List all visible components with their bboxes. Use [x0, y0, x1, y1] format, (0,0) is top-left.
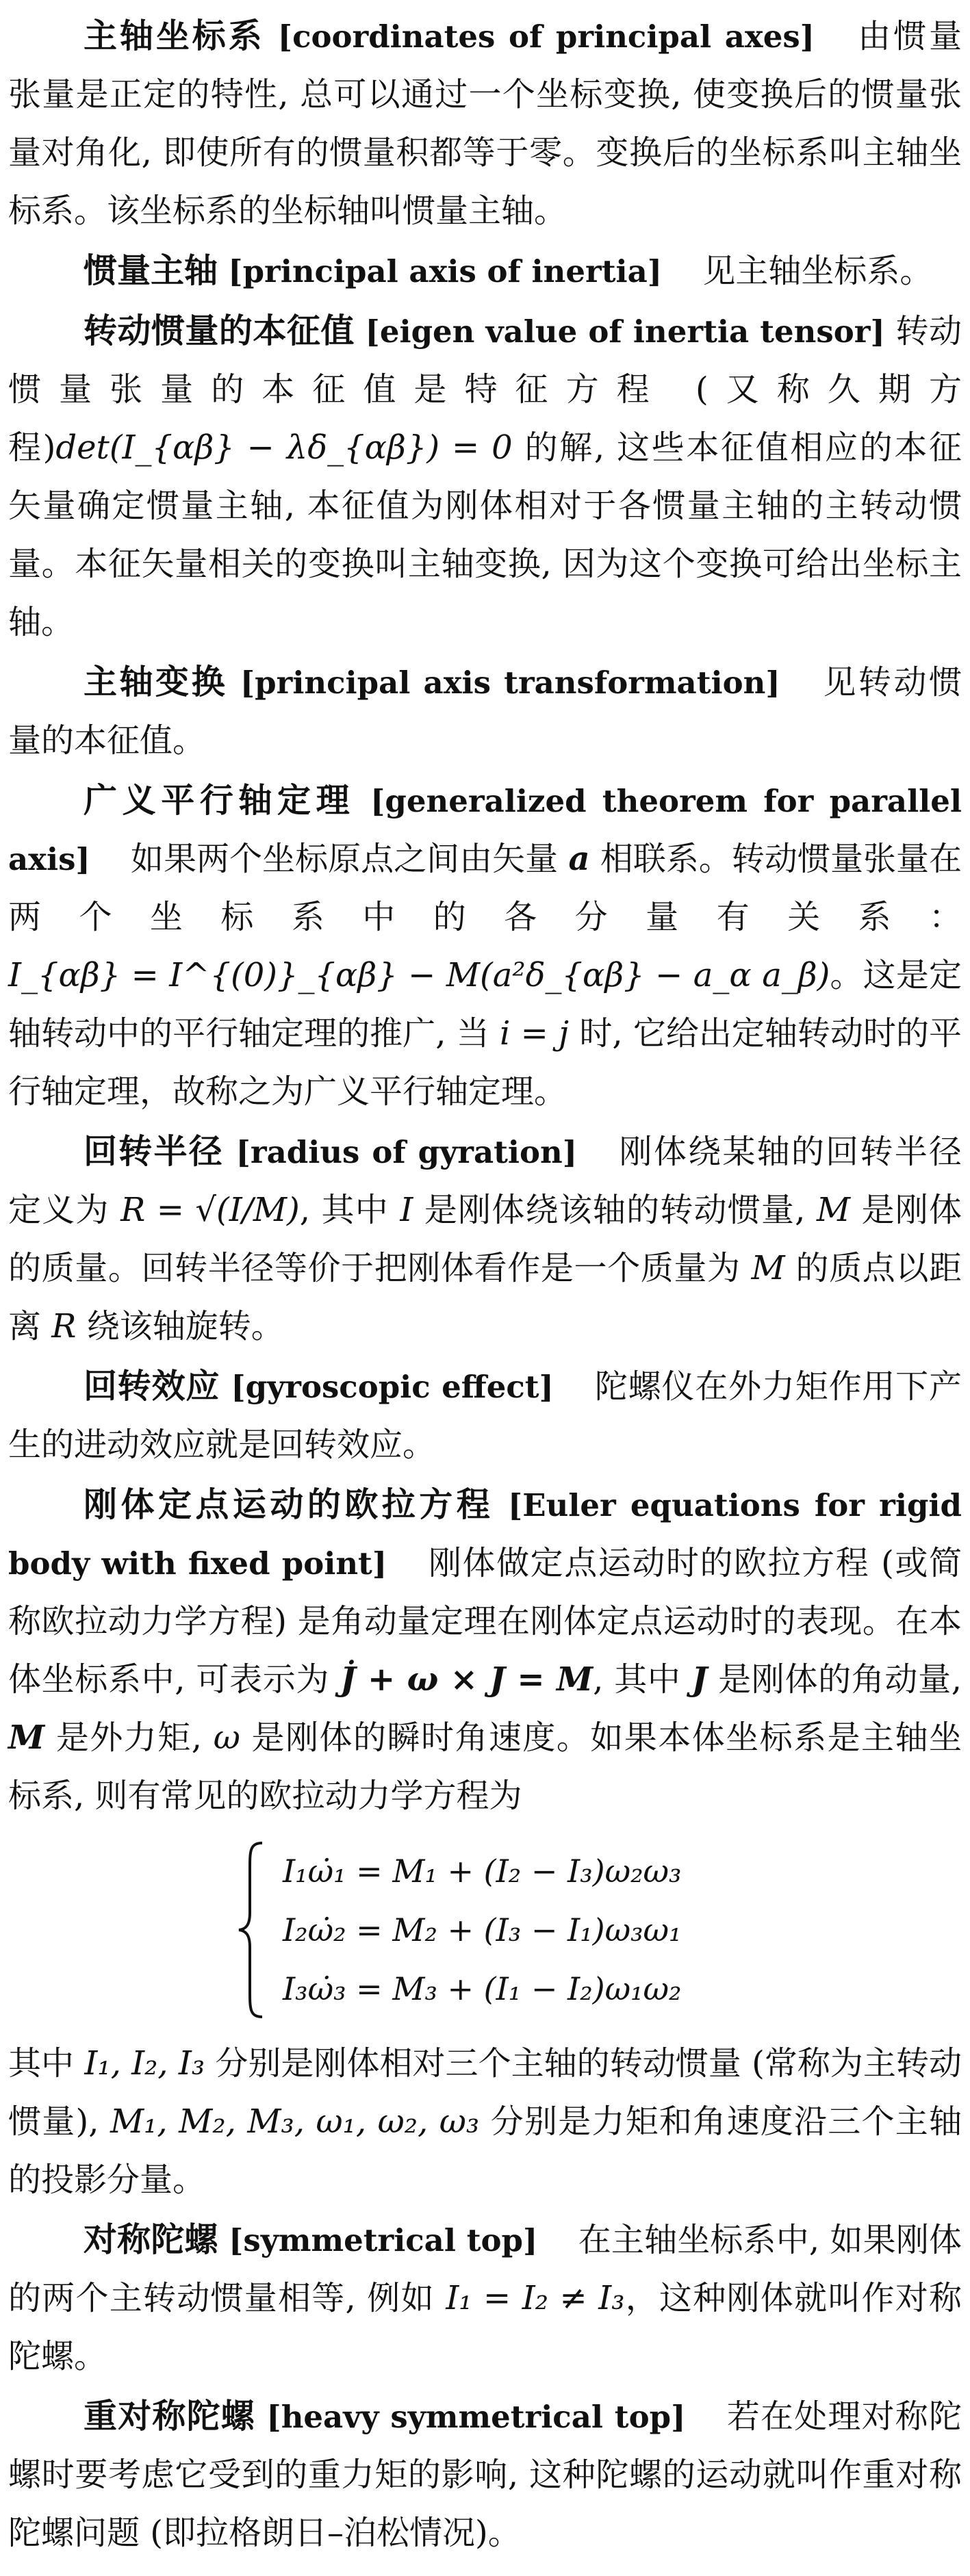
entry-text: 的解, 这些本征值相应的本征矢量确定惯量主轴, 本征值为刚体相对于各惯量主轴的主转动惯量。本征矢量相关的变换叫主轴变换, 因为这个变换可给出坐标主轴。 [8, 428, 962, 641]
entry-text: 见转动惯量的本征值。 [8, 663, 962, 760]
math-symbol: R [51, 1307, 77, 1345]
entry-term: 广义平行轴定理 [84, 781, 355, 820]
entry-english: [symmetrical top] [229, 2222, 538, 2258]
entry-english: [heavy symmetrical top] [266, 2399, 686, 2435]
entry-term: 主轴变换 [84, 662, 228, 701]
entry-text: , 其中 [299, 1191, 389, 1229]
entry-text: 是外力矩, [55, 1718, 203, 1757]
math-expression: J̇ + ω × J = M [340, 1660, 594, 1699]
entry-text: 其中 [8, 2044, 75, 2083]
entry-english: [radius of gyration] [235, 1134, 578, 1170]
entry-text: 分别是力矩和角速度沿三个主轴的投影分量。 [8, 2102, 962, 2199]
entry-text: 转动惯量张量的本征值是特征方程 (又称久期方程) [8, 312, 962, 467]
entry-english: [Euler equations for rigid body with fixed point] [8, 1487, 962, 1582]
entry-text: 时, 它给出定轴转动时的平行轴定理，故称之为广义平行轴定理。 [8, 1014, 962, 1111]
entry-radius-gyration [8, 1122, 962, 1356]
math-symbol: ω [213, 1718, 240, 1757]
entry-text: 是刚体的角动量, [718, 1660, 962, 1699]
euler-equation-line: I₂ω̇₂ = M₂ + (I₃ − I₁)ω₃ω₁ [283, 1911, 682, 1948]
entry-text: 刚体做定点运动时的欧拉方程 (或简称欧拉动力学方程) 是角动量定理在刚体定点运动时的表现。在本体坐标系中, 可表示为 [8, 1544, 962, 1699]
entry-english: [generalized theorem for parallel axis] [8, 783, 962, 877]
entry-term: 回转效应 [84, 1367, 220, 1406]
entry-eigenvalue [8, 302, 962, 652]
euler-explanation [8, 2035, 962, 2209]
entry-english: [gyroscopic effect] [231, 1369, 554, 1405]
entry-term: 对称陀螺 [84, 2220, 218, 2259]
entry-term: 重对称陀螺 [84, 2397, 255, 2436]
math-symbol: M [751, 1249, 785, 1287]
euler-equation-line: I₁ω̇₁ = M₁ + (I₂ − I₃)ω₂ω₃ [283, 1853, 682, 1890]
entry-text: ，这种刚体就叫作对称陀螺。 [8, 2279, 962, 2375]
entry-euler-equations [8, 1476, 962, 1825]
entry-term: 转动惯量的本征值 [84, 311, 355, 350]
entry-text: 在主轴坐标系中, 如果刚体的两个主转动惯量相等, 例如 [8, 2221, 962, 2317]
math-symbol: J [691, 1660, 708, 1699]
entry-symmetrical-top [8, 2211, 962, 2386]
entry-principal-axis [8, 242, 962, 300]
entry-text: 是刚体的瞬时角速度。如果本体坐标系是主轴坐标系, 则有常见的欧拉动力学方程为 [8, 1718, 962, 1815]
entry-text: 是刚体绕该轴的转动惯量, [424, 1191, 806, 1229]
math-expression: M₁, M₂, M₃, ω₁, ω₂, ω₃ [110, 2102, 480, 2141]
entry-axis-transformation [8, 653, 962, 770]
math-expression: det(I_{αβ} − λδ_{αβ}) = 0 [55, 428, 513, 467]
entry-text: 若在处理对称陀螺时要考虑它受到的重力矩的影响, 这种陀螺的运动就叫作重对称陀螺问题 (即拉格朗日–泊松情况)。 [8, 2397, 962, 2552]
entry-text: 的质点以距离 [8, 1249, 962, 1345]
entry-term: 刚体定点运动的欧拉方程 [84, 1485, 494, 1524]
entry-term: 主轴坐标系 [84, 16, 265, 55]
entry-text: 见主轴坐标系。 [702, 252, 933, 290]
math-expression: R = √(I/M) [120, 1191, 300, 1229]
entry-english: [principal axis of inertia] [228, 253, 663, 289]
entry-text: 刚体绕某轴的回转半径定义为 [8, 1133, 962, 1229]
entry-text: 分别是刚体相对三个主轴的转动惯量 (常称为主转动惯量), [8, 2044, 962, 2141]
math-expression: I₁, I₂, I₃ [84, 2044, 205, 2083]
entry-text: 绕该轴旋转。 [86, 1307, 284, 1345]
math-vector: a [568, 840, 590, 878]
math-symbol: M [8, 1718, 45, 1757]
entry-text: 由惯量张量是正定的特性, 总可以通过一个坐标变换, 使变换后的惯量张量对角化, 即使所有的惯量积都等于零。变换后的坐标系叫主轴坐标系。该坐标系的坐标轴叫惯量主轴。 [8, 17, 962, 230]
entry-text: 相联系。转动惯量张量在两个坐标系中的各分量有关系： [8, 840, 962, 936]
entry-term: 回转半径 [84, 1132, 225, 1171]
entry-text: 如果两个坐标原点之间由矢量 [131, 840, 559, 878]
euler-equation-line: I₃ω̇₃ = M₃ + (I₁ − I₂)ω₁ω₂ [283, 1970, 682, 2007]
math-expression: i = j [500, 1014, 570, 1053]
entry-parallel-axis [8, 771, 962, 1121]
entry-principal-coordinates [8, 7, 962, 240]
euler-equation-system [238, 1842, 962, 2018]
entry-term: 惯量主轴 [84, 251, 218, 290]
entry-text: 陀螺仪在外力矩作用下产生的进动效应就是回转效应。 [8, 1367, 962, 1464]
entry-gyroscopic-effect [8, 1357, 962, 1474]
math-expression: I₁ = I₂ ≠ I₃ [446, 2279, 625, 2317]
left-brace-icon [238, 1842, 265, 2018]
math-symbol: I [400, 1191, 413, 1229]
math-symbol: M [816, 1191, 851, 1229]
entry-english: [coordinates of principal axes] [277, 18, 815, 55]
entry-text: , 其中 [593, 1660, 681, 1699]
entry-text: 。这是定轴转动中的平行轴定理的推广, 当 [8, 956, 962, 1053]
entry-text: 是刚体的质量。回转半径等价于把刚体看作是一个质量为 [8, 1191, 962, 1287]
math-expression: I_{αβ} = I^{(0)}_{αβ} − M(a²δ_{αβ} − a_α a_β) [8, 956, 830, 994]
entry-english: [principal axis transformation] [240, 665, 780, 701]
entry-english: [eigen value of inertia tensor] [365, 313, 885, 350]
entry-heavy-symmetrical-top [8, 2387, 962, 2562]
